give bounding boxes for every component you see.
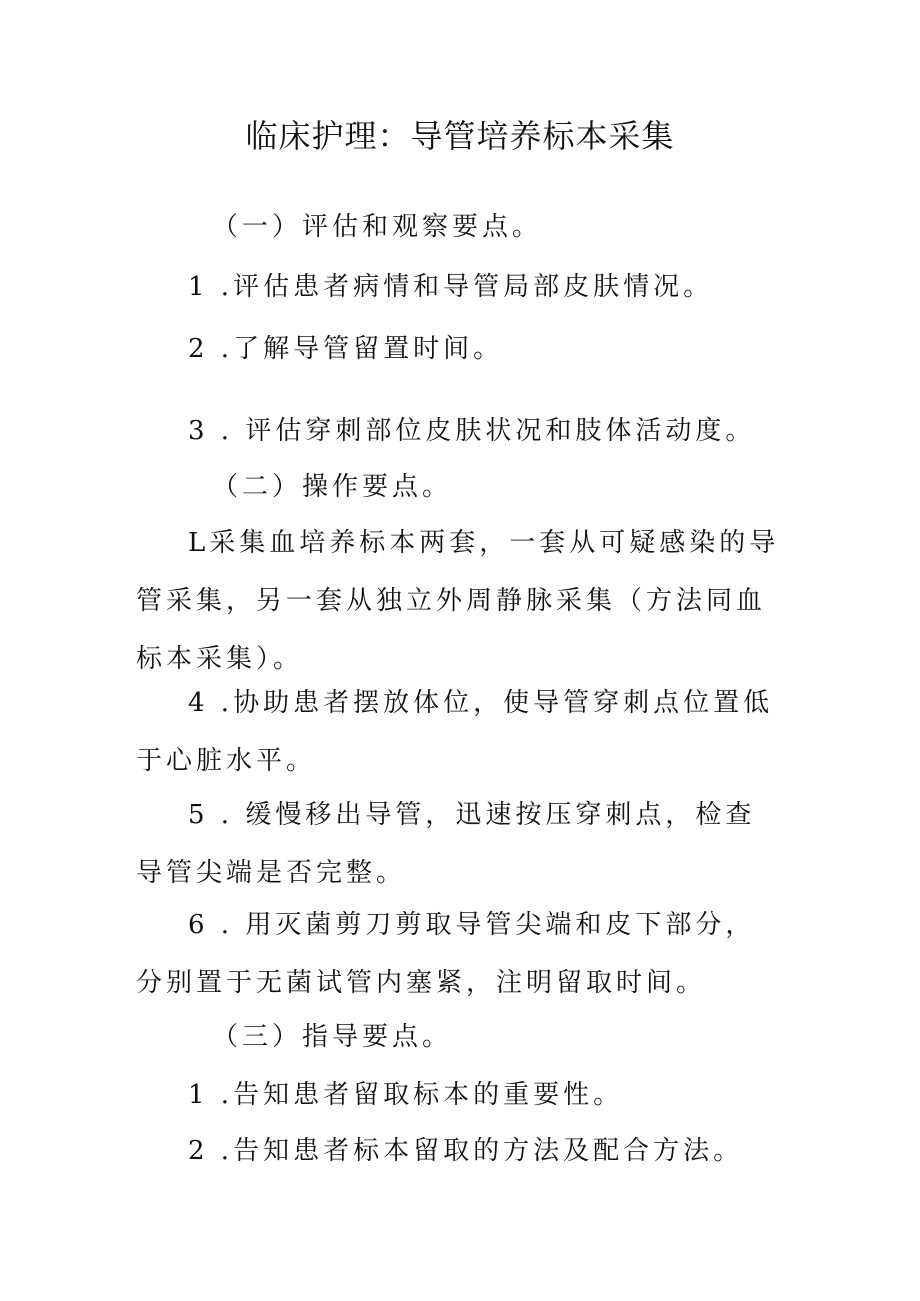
section-3-item-1: 1 .告知患者留取标本的重要性。 xyxy=(188,1080,624,1110)
section-1-item-1: 1 .评估患者病情和导管局部皮肤情况。 xyxy=(188,272,714,302)
section-2-item-3: 5 . 缓慢移出导管，迅速按压穿刺点，检查导管尖端是否完整。 xyxy=(136,800,756,888)
section-2-item-2: 4 .协助患者摆放体位，使导管穿刺点位置低于心脏水平。 xyxy=(136,688,774,776)
section-heading-2: （二）操作要点。 xyxy=(212,472,453,502)
section-1-item-2: 2 .了解导管留置时间。 xyxy=(188,334,504,364)
section-2-item-4: 6 . 用灭菌剪刀剪取导管尖端和皮下部分，分别置于无菌试管内塞紧，注明留取时间。 xyxy=(136,910,756,998)
section-2-item-1: L采集血培养标本两套，一套从可疑感染的导管采集，另一套从独立外周静脉采集（方法同血标本采集）。 xyxy=(136,528,780,674)
section-3-item-2: 2 .告知患者标本留取的方法及配合方法。 xyxy=(188,1136,744,1166)
document-title: 临床护理：导管培养标本采集 xyxy=(245,117,675,155)
section-heading-3: （三）指导要点。 xyxy=(212,1022,453,1052)
section-1-item-3: 3 . 评估穿刺部位皮肤状况和肢体活动度。 xyxy=(188,416,756,446)
section-heading-1: （一）评估和观察要点。 xyxy=(212,212,543,242)
